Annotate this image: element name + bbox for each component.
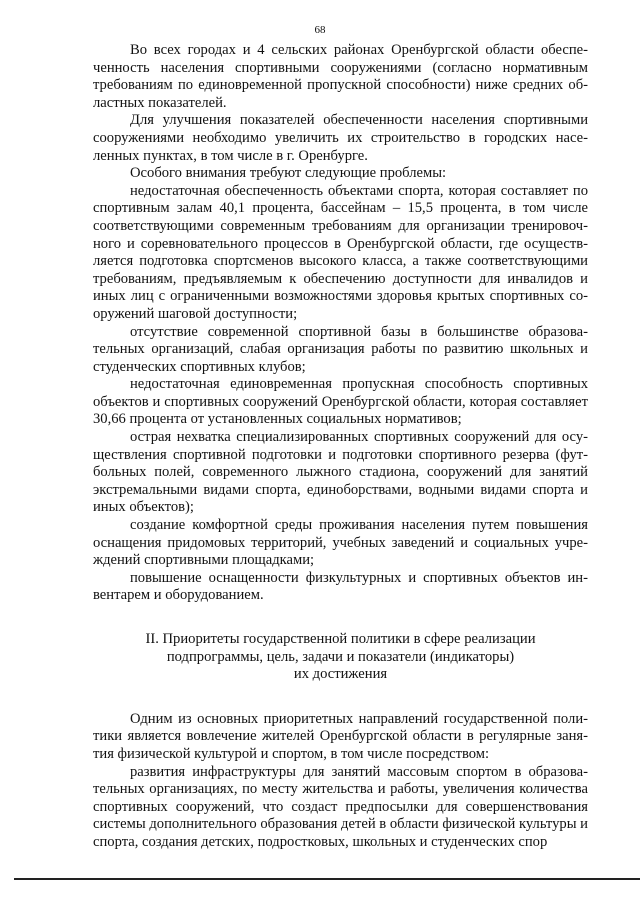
section-heading-line: подпрограммы, цель, задачи и показатели (индикаторы) bbox=[166, 648, 515, 665]
paragraph: Одним из основных приоритетных направлений государственной политики является вовлечение жителей Оренбургской области в регулярные занятия физической культурой и спортом, в том числе посредством: bbox=[93, 710, 588, 762]
problem-item: отсутствие современной спортивной базы в большинстве образовательных организаций, слабая организация работы по развитию школьных и студенческих спортивных клубов; bbox=[93, 323, 588, 375]
section-heading bbox=[93, 631, 588, 684]
section-heading-line: их достижения bbox=[293, 666, 388, 683]
page-number: 68 bbox=[314, 24, 326, 36]
problem-item: недостаточная обеспеченность объектами спорта, которая составляет по спортивным залам 40,1 процента, бассейнам – 15,5 процента, в том числе соответствующими современным требованиям для организации тренировочного и соревновательного процессов в Оренбургской области, где осуществляется подготовка спортсменов высокого класса, а также соответствующими требованиям, предъявляемым к обеспечению доступности для инвалидов и иных лиц с ограниченными возможностями здоровья крытых спортивных сооружений шаговой доступности; bbox=[93, 182, 588, 322]
paragraph: Для улучшения показателей обеспеченности населения спортивными сооружениями необходимо увеличить их строительство в городских населенных пунктах, в том числе в г. Оренбурге. bbox=[93, 112, 588, 164]
problem-item: острая нехватка специализированных спортивных сооружений для осуществления спортивной подготовки и подготовки спортивного резерва (футбольных полей, современного лыжного стадиона, сооружений для занятий экстремальными видами спорта, единоборствами, водными видами спорта и иных объектов); bbox=[93, 429, 588, 516]
problem-item: повышение оснащенности физкультурных и спортивных объектов инвентарем и оборудованием. bbox=[93, 569, 588, 604]
problem-item: недостаточная единовременная пропускная способность спортивных объектов и спортивных сооружений Оренбургской области, которая составляет 30,66 процента от установленных социальных нормативов; bbox=[93, 376, 588, 428]
paragraph: Особого внимания требуют следующие проблемы: bbox=[130, 165, 447, 182]
paragraph: Во всех городах и 4 сельских районах Оренбургской области обеспеченность населения спортивными сооружениями (согласно нормативным требованиям по единовременной пропускной способности) ниже средних областных показателей. bbox=[93, 42, 588, 111]
problem-item: создание комфортной среды проживания населения путем повышения оснащения придомовых территорий, учебных заведений и социальных учреждений спортивными площадками; bbox=[93, 517, 588, 569]
section-heading-line: II. Приоритеты государственной политики в сфере реализации bbox=[145, 631, 536, 647]
page-bottom-rule bbox=[14, 878, 640, 880]
paragraph: развития инфраструктуры для занятий массовым спортом в образовательных организациях, по месту жительства и работы, увеличения количества спортивных сооружений, что создаст предпосылки для совершенствования системы дополнительного образования детей в области физической культуры и спорта, создания детских, подростковых, школьных и студенческих спор bbox=[93, 763, 588, 850]
document-body bbox=[93, 42, 588, 852]
